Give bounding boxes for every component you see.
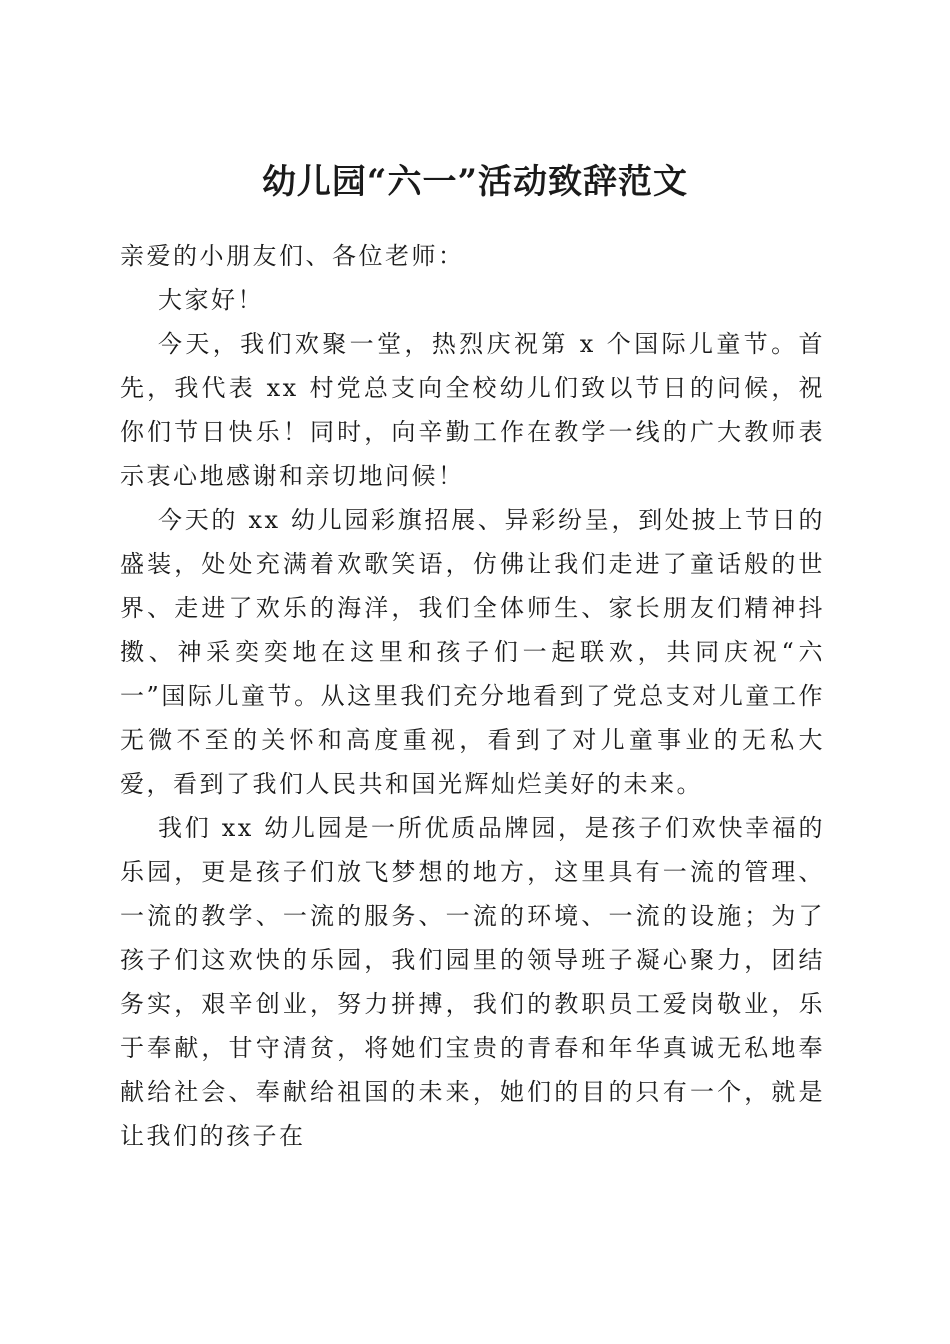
document-title: 幼儿园“六一”活动致辞范文	[261, 161, 689, 202]
paragraph-3: 我们 xx 幼儿园是一所优质品牌园，是孩子们欢快幸福的乐园，更是孩子们放飞梦想的地方，这里具有一流的管理、一流的教学、一流的服务、一流的环境、一流的设施；为了孩子们这欢快的乐园，我们园里的领导班子凝心聚力，团结务实，艰辛创业，努力拼搏，我们的教职员工爱岗敬业，乐于奉献，甘守清贫，将她们宝贵的青春和年华真诚无私地奉献给社会、奉献给祖国的未来，她们的目的只有一个，就是让我们的孩子在	[120, 814, 825, 1150]
salutation: 亲爱的小朋友们、各位老师：	[120, 242, 465, 270]
paragraph-2: 今天的 xx 幼儿园彩旗招展、异彩纷呈，到处披上节日的盛装，处处充满着欢歌笑语，仿佛让我们走进了童话般的世界、走进了欢乐的海洋，我们全体师生、家长朋友们精神抖擞、神采奕奕地在这里和孩子们一起联欢，共同庆祝“六一”国际儿童节。从这里我们充分地看到了党总支对儿童工作无微不至的关怀和高度重视，看到了对儿童事业的无私大爱，看到了我们人民共和国光辉灿烂美好的未来。	[120, 506, 825, 798]
paragraph-1: 今天，我们欢聚一堂，热烈庆祝第 x 个国际儿童节。首先，我代表 xx 村党总支向全校幼儿们致以节日的问候，祝你们节日快乐！同时，向辛勤工作在教学一线的广大教师表示衷心地感谢和亲切地问候！	[120, 330, 825, 490]
document-body	[120, 234, 825, 1158]
greeting: 大家好！	[158, 286, 264, 314]
